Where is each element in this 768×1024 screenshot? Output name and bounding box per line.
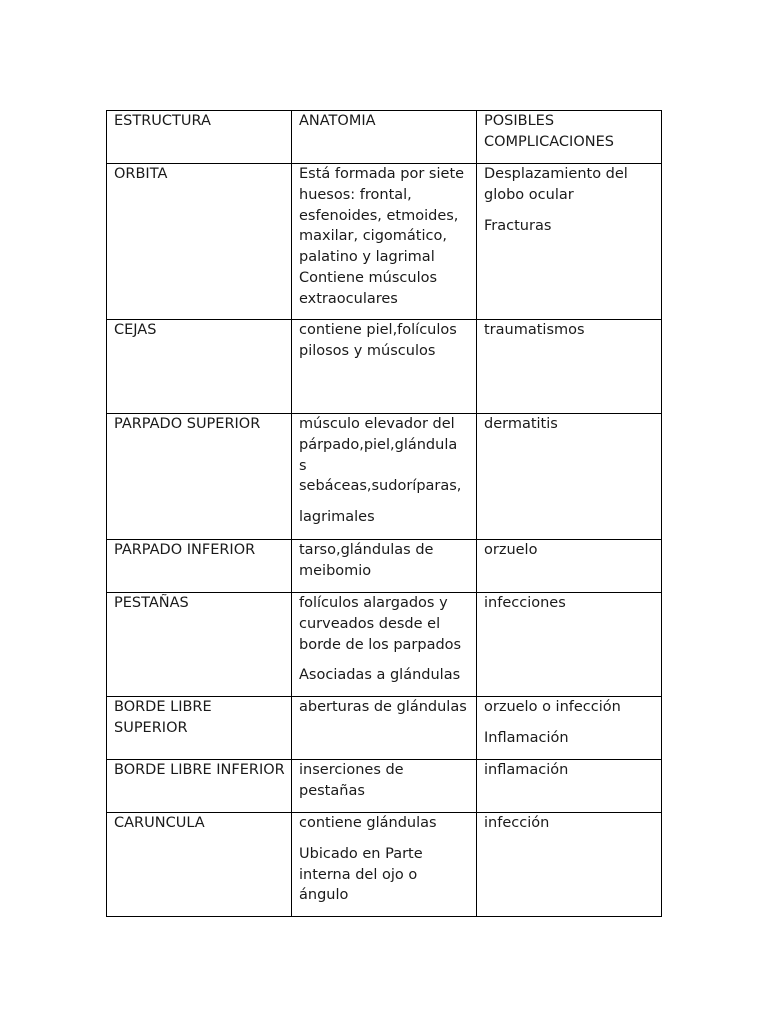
estructura-cell: ORBITA	[107, 164, 292, 320]
header-cell-complicaciones: POSIBLES COMPLICACIONES	[477, 111, 662, 164]
table-row	[107, 164, 662, 320]
table-row	[107, 813, 662, 917]
anatomia-cell: folículos alargados y curveados desde el borde de los parpados Asociadas a glándulas	[292, 593, 477, 697]
anatomia-cell: tarso,glándulas de meibomio	[292, 540, 477, 593]
complicaciones-cell: orzuelo	[477, 540, 662, 593]
header-cell-estructura: ESTRUCTURA	[107, 111, 292, 164]
table-row	[107, 593, 662, 697]
estructura-cell: BORDE LIBRE INFERIOR	[107, 760, 292, 813]
complicaciones-cell: Desplazamiento del globo ocular Fracturas	[477, 164, 662, 320]
anatomia-cell: contiene glándulas Ubicado en Parte interna del ojo o ángulo	[292, 813, 477, 917]
anatomia-cell: inserciones de pestañas	[292, 760, 477, 813]
estructura-cell: CEJAS	[107, 320, 292, 414]
complicaciones-cell: infecciones	[477, 593, 662, 697]
table-row	[107, 697, 662, 760]
anatomia-cell: Está formada por siete huesos: frontal, esfenoides, etmoides, maxilar, cigomático, palatino y lagrimal Contiene músculos extraoculares	[292, 164, 477, 320]
complicaciones-cell: infección	[477, 813, 662, 917]
table-row	[107, 320, 662, 414]
table-row	[107, 760, 662, 813]
anatomia-cell: aberturas de glándulas	[292, 697, 477, 760]
estructura-cell: PARPADO INFERIOR	[107, 540, 292, 593]
anatomia-cell: contiene piel,folículos pilosos y músculos	[292, 320, 477, 414]
estructura-cell: PESTAÑAS	[107, 593, 292, 697]
complicaciones-cell: orzuelo o infección Inflamación	[477, 697, 662, 760]
estructura-cell: PARPADO SUPERIOR	[107, 414, 292, 540]
complicaciones-cell: dermatitis	[477, 414, 662, 540]
estructura-cell: BORDE LIBRE SUPERIOR	[107, 697, 292, 760]
structures-table	[106, 110, 662, 917]
anatomia-cell: músculo elevador del párpado,piel,glándula s sebáceas,sudoríparas, lagrimales	[292, 414, 477, 540]
complicaciones-cell: inflamación	[477, 760, 662, 813]
header-cell-anatomia: ANATOMIA	[292, 111, 477, 164]
complicaciones-cell: traumatismos	[477, 320, 662, 414]
table-row	[107, 540, 662, 593]
estructura-cell: CARUNCULA	[107, 813, 292, 917]
table-header-row	[107, 111, 662, 164]
table-row	[107, 414, 662, 540]
